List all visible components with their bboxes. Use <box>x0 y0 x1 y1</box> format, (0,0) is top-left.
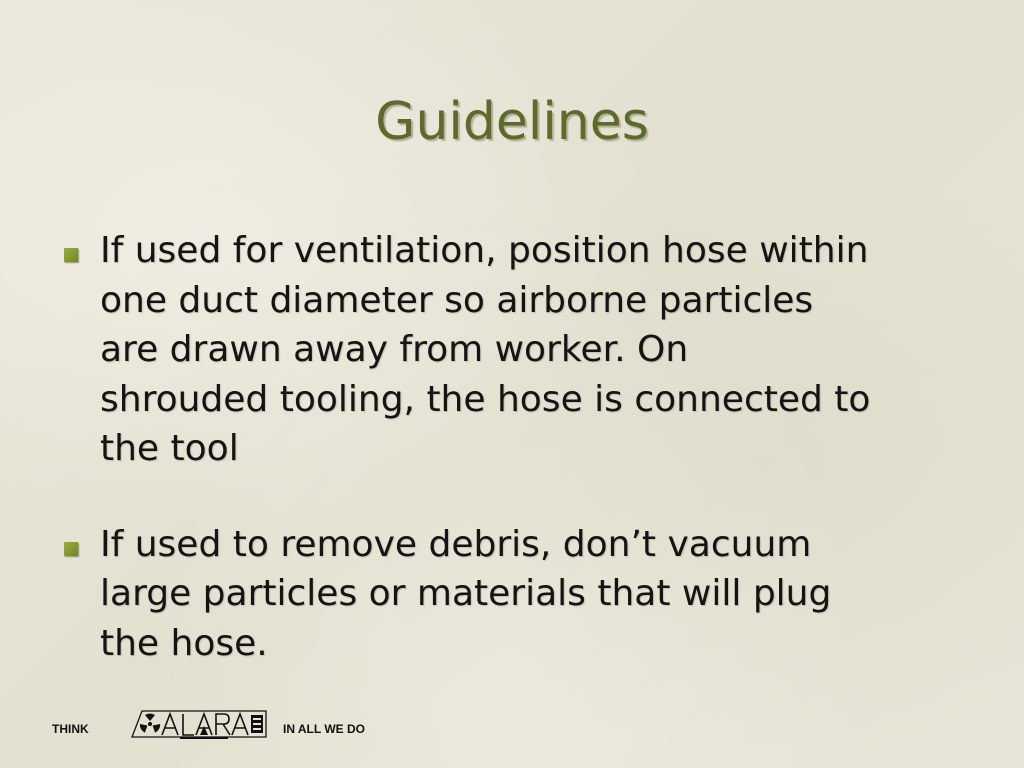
slide-title: Guidelines <box>375 92 649 152</box>
footer-think-text: THINK <box>52 722 89 736</box>
bullet-item <box>58 520 988 669</box>
bullet-item <box>58 226 988 474</box>
square-bullet-icon <box>64 542 78 556</box>
bullet-text: If used for ventilation, position hose within one duct diameter so airborne particles are drawn away from worker. On shrouded tooling, the hose is connected to the tool <box>100 230 871 469</box>
alara-logo <box>128 707 270 741</box>
footer <box>0 700 1024 760</box>
square-bullet-icon <box>64 248 78 262</box>
bullet-text: If used to remove debris, don’t vacuum large particles or materials that will plug the hose. <box>100 523 832 664</box>
bullet-list <box>58 226 988 668</box>
footer-tagline-text: IN ALL WE DO <box>283 722 365 736</box>
